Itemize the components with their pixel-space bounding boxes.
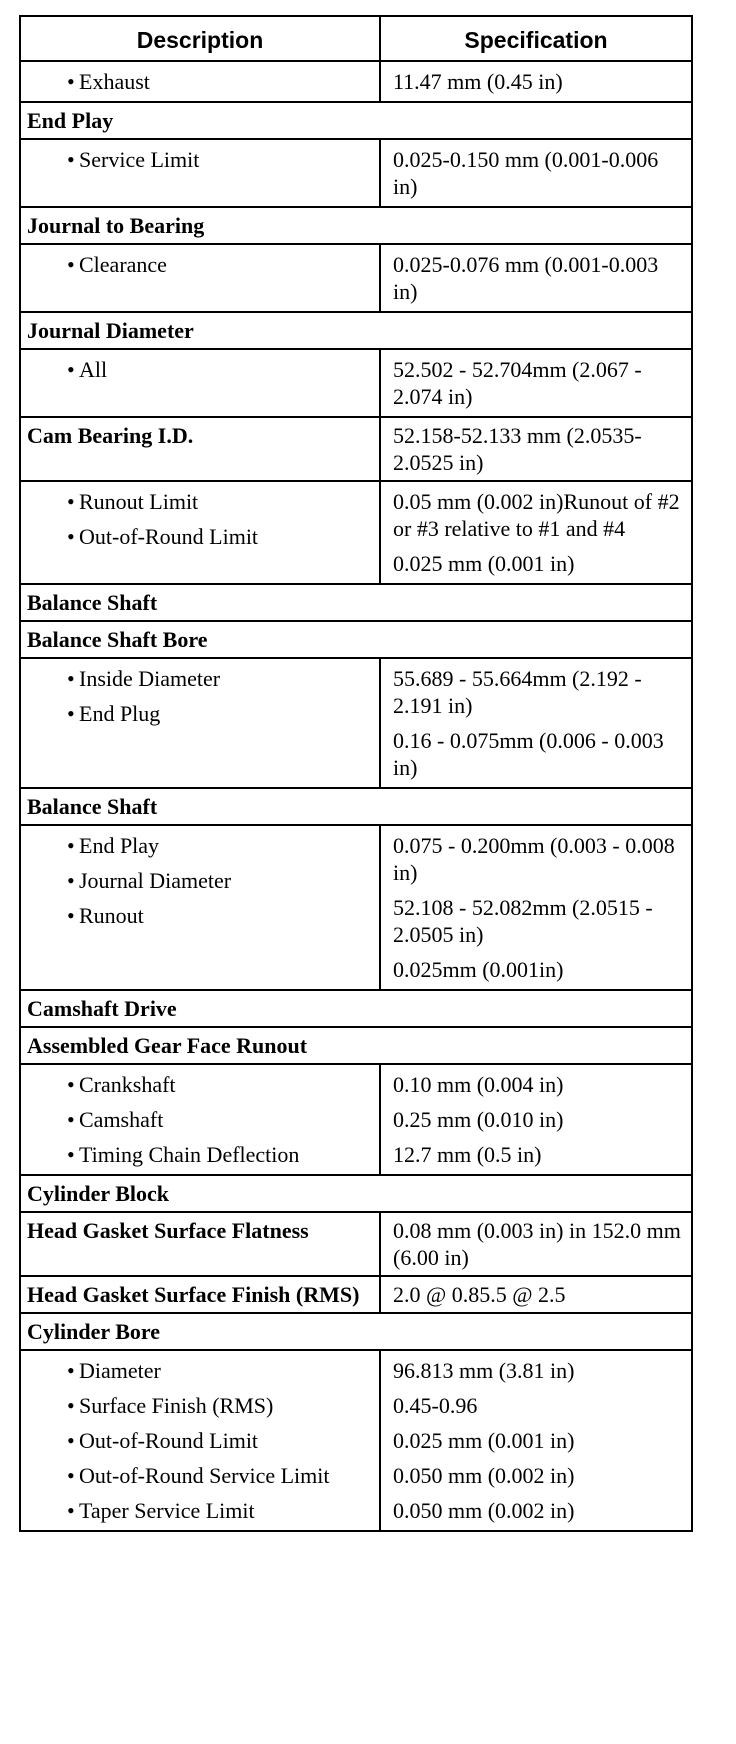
item-label: Out-of-Round Limit	[79, 524, 259, 549]
item-spec: 55.689 - 55.664mm (2.192 - 2.191 in)	[393, 666, 642, 718]
section-heading: Balance Shaft	[27, 590, 158, 615]
table-row	[21, 583, 691, 620]
row-specification	[381, 1351, 691, 1530]
item-spec: 0.025mm (0.001in)	[393, 957, 564, 982]
row-specification	[381, 350, 691, 416]
bullet-icon: •	[67, 666, 75, 691]
item-spec: 0.16 - 0.075mm (0.006 - 0.003 in)	[393, 728, 664, 780]
list-item	[21, 146, 373, 173]
row-description: Head Gasket Surface Finish (RMS)	[21, 1277, 381, 1312]
bullet-icon: •	[67, 489, 75, 514]
table-row	[21, 1174, 691, 1211]
table-row	[21, 480, 691, 583]
table-row	[21, 138, 691, 206]
row-specification: 2.0 @ 0.85.5 @ 2.5	[393, 1282, 566, 1307]
bullet-icon: •	[67, 868, 75, 893]
section-heading: Journal to Bearing	[27, 213, 205, 238]
item-label: Clearance	[79, 252, 167, 277]
row-specification	[381, 659, 691, 787]
list-item	[21, 1392, 373, 1419]
item-spec: 0.025-0.076 mm (0.001-0.003 in)	[393, 252, 659, 304]
bullet-icon: •	[67, 1142, 75, 1167]
row-description	[21, 826, 381, 989]
bullet-icon: •	[67, 69, 75, 94]
item-spec: 0.050 mm (0.002 in)	[393, 1498, 575, 1523]
table-row	[21, 787, 691, 824]
table-row	[21, 1026, 691, 1063]
section-heading: Balance Shaft	[27, 794, 158, 819]
item-spec: 12.7 mm (0.5 in)	[393, 1142, 542, 1167]
bullet-icon: •	[67, 524, 75, 549]
bullet-icon: •	[67, 1393, 75, 1418]
row-specification	[381, 1065, 691, 1174]
list-item	[21, 902, 373, 929]
table-row	[21, 1312, 691, 1349]
item-label: Service Limit	[79, 147, 200, 172]
list-item	[21, 1071, 373, 1098]
row-specification: 0.08 mm (0.003 in) in 152.0 mm (6.00 in)	[393, 1218, 681, 1270]
item-label: Out-of-Round Service Limit	[79, 1463, 330, 1488]
item-label: Runout	[79, 903, 144, 928]
item-spec: 0.025-0.150 mm (0.001-0.006 in)	[393, 147, 659, 199]
row-description	[21, 140, 381, 206]
table-body	[21, 60, 691, 1530]
section-heading: Camshaft Drive	[27, 996, 177, 1021]
section-heading: Assembled Gear Face Runout	[27, 1033, 308, 1058]
bullet-icon: •	[67, 701, 75, 726]
section-heading: Journal Diameter	[27, 318, 194, 343]
bullet-icon: •	[67, 1428, 75, 1453]
bullet-icon: •	[67, 1358, 75, 1383]
row-specification	[381, 140, 691, 206]
list-item	[21, 832, 373, 859]
table-row	[21, 416, 691, 480]
list-item	[21, 665, 373, 692]
specification-header: Specification	[464, 27, 608, 53]
item-label: Diameter	[79, 1358, 161, 1383]
table-row	[21, 243, 691, 311]
section-heading: Cylinder Block	[27, 1181, 170, 1206]
item-spec: 11.47 mm (0.45 in)	[393, 69, 563, 94]
list-item	[21, 251, 373, 278]
row-description	[21, 1351, 381, 1530]
item-label: Taper Service Limit	[79, 1498, 255, 1523]
table-row	[21, 657, 691, 787]
table-header	[21, 17, 691, 60]
item-label: Out-of-Round Limit	[79, 1428, 259, 1453]
row-specification: 52.158-52.133 mm (2.0535-2.0525 in)	[393, 423, 642, 475]
item-label: Inside Diameter	[79, 666, 221, 691]
list-item	[21, 1427, 373, 1454]
item-label: End Play	[79, 833, 160, 858]
bullet-icon: •	[67, 1463, 75, 1488]
table-row	[21, 989, 691, 1026]
item-label: Crankshaft	[79, 1072, 176, 1097]
table-row	[21, 206, 691, 243]
list-item	[21, 68, 373, 95]
list-item	[21, 867, 373, 894]
item-spec: 0.10 mm (0.004 in)	[393, 1072, 564, 1097]
bullet-icon: •	[67, 357, 75, 382]
item-spec: 0.25 mm (0.010 in)	[393, 1107, 564, 1132]
item-spec: 52.108 - 52.082mm (2.0515 - 2.0505 in)	[393, 895, 653, 947]
item-label: Journal Diameter	[79, 868, 232, 893]
bullet-icon: •	[67, 1072, 75, 1097]
bullet-icon: •	[67, 1498, 75, 1523]
list-item	[21, 1497, 373, 1524]
row-description: Head Gasket Surface Flatness	[21, 1213, 381, 1275]
bullet-icon: •	[67, 252, 75, 277]
bullet-icon: •	[67, 1107, 75, 1132]
spec-table	[19, 15, 693, 1532]
section-heading: End Play	[27, 108, 114, 133]
item-spec: 0.075 - 0.200mm (0.003 - 0.008 in)	[393, 833, 675, 885]
row-specification	[381, 826, 691, 989]
row-description	[21, 659, 381, 787]
list-item	[21, 1462, 373, 1489]
table-row	[21, 348, 691, 416]
item-spec: 0.025 mm (0.001 in)	[393, 1428, 575, 1453]
item-label: All	[79, 357, 108, 382]
row-description	[21, 1065, 381, 1174]
item-label: End Plug	[79, 701, 161, 726]
row-description	[21, 245, 381, 311]
item-label: Exhaust	[79, 69, 150, 94]
item-label: Camshaft	[79, 1107, 164, 1132]
row-specification	[381, 482, 691, 583]
row-description	[21, 482, 381, 583]
table-row	[21, 1349, 691, 1530]
table-row	[21, 60, 691, 101]
table-row	[21, 824, 691, 989]
item-label: Runout Limit	[79, 489, 199, 514]
item-spec: 0.025 mm (0.001 in)	[393, 551, 575, 576]
row-specification	[381, 245, 691, 311]
list-item	[21, 1357, 373, 1384]
row-description	[21, 350, 381, 416]
table-row	[21, 101, 691, 138]
bullet-icon: •	[67, 147, 75, 172]
list-item	[21, 488, 373, 515]
list-item	[21, 523, 373, 550]
section-heading: Balance Shaft Bore	[27, 627, 208, 652]
item-spec: 0.45-0.96	[393, 1393, 478, 1418]
item-spec: 0.05 mm (0.002 in)Runout of #2 or #3 relative to #1 and #4	[393, 489, 680, 541]
bullet-icon: •	[67, 903, 75, 928]
table-row	[21, 311, 691, 348]
row-description	[21, 62, 381, 101]
description-header: Description	[21, 17, 381, 60]
item-spec: 96.813 mm (3.81 in)	[393, 1358, 575, 1383]
list-item	[21, 1141, 373, 1168]
table-row	[21, 1063, 691, 1174]
item-spec: 52.502 - 52.704mm (2.067 - 2.074 in)	[393, 357, 642, 409]
table-row	[21, 1275, 691, 1312]
item-spec: 0.050 mm (0.002 in)	[393, 1463, 575, 1488]
list-item	[21, 356, 373, 383]
bullet-icon: •	[67, 833, 75, 858]
table-row	[21, 1211, 691, 1275]
row-description: Cam Bearing I.D.	[21, 418, 381, 480]
item-label: Surface Finish (RMS)	[79, 1393, 274, 1418]
section-heading: Cylinder Bore	[27, 1319, 161, 1344]
row-specification	[381, 62, 691, 101]
table-row	[21, 620, 691, 657]
list-item	[21, 1106, 373, 1133]
item-label: Timing Chain Deflection	[79, 1142, 300, 1167]
list-item	[21, 700, 373, 727]
